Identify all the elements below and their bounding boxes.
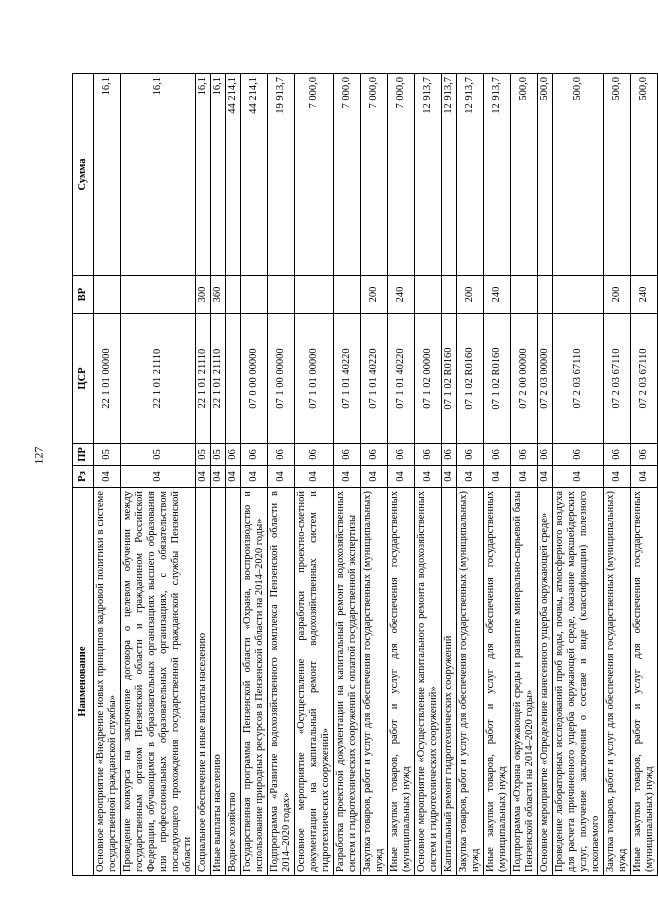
cell-sum: 19 913,7 <box>268 74 295 276</box>
cell-pr: 06 <box>415 444 442 466</box>
cell-sum: 500,0 <box>553 74 604 276</box>
cell-csr: 07 2 03 67110 <box>604 314 631 444</box>
cell-pr: 06 <box>268 444 295 466</box>
cell-vr <box>121 276 196 314</box>
header-name: Наименование <box>73 488 94 876</box>
cell-csr: 07 1 01 40220 <box>334 314 361 444</box>
cell-sum: 16,1 <box>94 74 121 276</box>
cell-csr: 22 1 01 21110 <box>121 314 196 444</box>
cell-vr <box>334 276 361 314</box>
cell-name: Проведение конкурса на заключение договора о целевом обучении между государственным органом Пензенской области и гражданином Российской Федерации, обучающимся в образовательных организациях высшего образования или профессиональных образовательных организациях, с обязательством последующего прохождения государственной гражданской службы Пензенской области <box>121 488 196 876</box>
cell-name: Иные закупки товаров, работ и услуг для обеспечения государственных (муниципальных) нужд <box>484 488 511 876</box>
table-header-row <box>73 74 94 876</box>
cell-pr: 06 <box>553 444 604 466</box>
cell-csr: 22 1 01 21110 <box>196 314 211 444</box>
table-row <box>631 74 658 876</box>
cell-csr: 07 1 02 R0160 <box>442 314 457 444</box>
cell-vr <box>511 276 538 314</box>
table-row <box>415 74 442 876</box>
cell-pr: 06 <box>241 444 268 466</box>
cell-sum: 500,0 <box>538 74 553 276</box>
cell-sum: 7 000,0 <box>334 74 361 276</box>
cell-rz: 04 <box>553 466 604 488</box>
cell-rz: 04 <box>268 466 295 488</box>
cell-vr <box>226 276 241 314</box>
cell-rz: 04 <box>604 466 631 488</box>
header-vr: ВР <box>73 276 94 314</box>
cell-vr: 200 <box>361 276 388 314</box>
cell-sum: 16,1 <box>121 74 196 276</box>
cell-csr: 07 1 01 00000 <box>295 314 334 444</box>
cell-pr: 06 <box>334 444 361 466</box>
cell-pr: 06 <box>604 444 631 466</box>
cell-rz: 04 <box>226 466 241 488</box>
budget-table <box>72 73 658 876</box>
page-number: 127 <box>31 446 46 465</box>
table-row <box>511 74 538 876</box>
cell-name: Подпрограмма «Развитие водохозяйственного комплекса Пензенской области в 2014–2020 годах» <box>268 488 295 876</box>
cell-vr <box>553 276 604 314</box>
table-row <box>295 74 334 876</box>
cell-sum: 12 913,7 <box>457 74 484 276</box>
cell-vr <box>415 276 442 314</box>
cell-csr: 07 1 02 R0160 <box>484 314 511 444</box>
cell-pr: 05 <box>94 444 121 466</box>
cell-vr: 240 <box>484 276 511 314</box>
cell-pr: 06 <box>388 444 415 466</box>
cell-csr: 07 1 01 40220 <box>361 314 388 444</box>
table-row <box>388 74 415 876</box>
cell-rz: 04 <box>121 466 196 488</box>
header-sum: Сумма <box>73 74 94 276</box>
cell-csr: 07 1 02 00000 <box>415 314 442 444</box>
cell-sum: 500,0 <box>511 74 538 276</box>
cell-pr: 06 <box>226 444 241 466</box>
cell-name: Основное мероприятие «Осуществление разработки проектно-сметной документации на капитальный ремонт водохозяйственных систем и гидротехнических сооружений» <box>295 488 334 876</box>
cell-vr <box>241 276 268 314</box>
rotated-table-container <box>72 74 655 876</box>
cell-vr <box>268 276 295 314</box>
cell-pr: 06 <box>538 444 553 466</box>
cell-pr: 05 <box>121 444 196 466</box>
cell-csr: 07 1 00 00000 <box>268 314 295 444</box>
cell-csr: 22 1 01 21110 <box>211 314 226 444</box>
table-row <box>334 74 361 876</box>
cell-rz: 04 <box>511 466 538 488</box>
cell-vr: 360 <box>211 276 226 314</box>
cell-vr: 300 <box>196 276 211 314</box>
cell-rz: 04 <box>457 466 484 488</box>
cell-name: Государственная программа Пензенской области «Охрана, воспроизводство и использование природных ресурсов в Пензенской области на 2014–2020 годы» <box>241 488 268 876</box>
table-row <box>538 74 553 876</box>
cell-vr <box>94 276 121 314</box>
table-row <box>94 74 121 876</box>
cell-csr: 07 1 01 40220 <box>388 314 415 444</box>
cell-rz: 04 <box>415 466 442 488</box>
cell-name: Проведение лабораторных исследований проб воды, почвы, атмосферного воздуха для расчета причиненного ущерба окружающей среде, оказание маркшейдерских услуг, получение заключения о составе и виде (классификации) полезного ископаемого <box>553 488 604 876</box>
cell-pr: 06 <box>484 444 511 466</box>
cell-rz: 04 <box>484 466 511 488</box>
cell-rz: 04 <box>388 466 415 488</box>
cell-rz: 04 <box>631 466 658 488</box>
cell-sum: 44 214,1 <box>226 74 241 276</box>
cell-csr: 07 2 00 00000 <box>511 314 538 444</box>
cell-csr: 07 2 03 67110 <box>631 314 658 444</box>
cell-rz: 04 <box>361 466 388 488</box>
cell-name: Закупка товаров, работ и услуг для обеспечения государственных (муниципальных) нужд <box>604 488 631 876</box>
cell-vr: 240 <box>388 276 415 314</box>
header-pr: ПР <box>73 444 94 466</box>
cell-vr <box>295 276 334 314</box>
cell-csr: 07 0 00 00000 <box>241 314 268 444</box>
cell-pr: 05 <box>211 444 226 466</box>
cell-rz: 04 <box>295 466 334 488</box>
cell-vr: 200 <box>604 276 631 314</box>
cell-rz: 04 <box>211 466 226 488</box>
table-row <box>268 74 295 876</box>
cell-csr: 07 2 03 67110 <box>553 314 604 444</box>
cell-sum: 16,1 <box>196 74 211 276</box>
table-row <box>457 74 484 876</box>
cell-rz: 04 <box>334 466 361 488</box>
cell-name: Иные закупки товаров, работ и услуг для обеспечения государственных (муниципальных) нужд <box>388 488 415 876</box>
cell-sum: 16,1 <box>211 74 226 276</box>
cell-rz: 04 <box>538 466 553 488</box>
cell-rz: 04 <box>241 466 268 488</box>
table-row <box>484 74 511 876</box>
cell-name: Водное хозяйство <box>226 488 241 876</box>
cell-name: Капитальный ремонт гидротехнических сооружений <box>442 488 457 876</box>
table-row <box>604 74 631 876</box>
cell-name: Закупка товаров, работ и услуг для обеспечения государственных (муниципальных) нужд <box>361 488 388 876</box>
cell-vr <box>538 276 553 314</box>
cell-pr: 06 <box>511 444 538 466</box>
cell-vr: 240 <box>631 276 658 314</box>
cell-pr: 06 <box>295 444 334 466</box>
cell-pr: 06 <box>457 444 484 466</box>
cell-rz: 04 <box>442 466 457 488</box>
table-row <box>361 74 388 876</box>
cell-sum: 7 000,0 <box>295 74 334 276</box>
cell-name: Подпрограмма «Охрана окружающей среды и развитие минерально-сырьевой базы Пензенской области на 2014–2020 годы» <box>511 488 538 876</box>
cell-csr: 07 1 02 R0160 <box>457 314 484 444</box>
table-row <box>196 74 211 876</box>
cell-csr <box>226 314 241 444</box>
cell-name: Социальное обеспечение и иные выплаты населению <box>196 488 211 876</box>
cell-sum: 500,0 <box>631 74 658 276</box>
header-rz: Рз <box>73 466 94 488</box>
cell-pr: 05 <box>196 444 211 466</box>
cell-name: Основное мероприятие «Определение нанесенного ущерба окружающей среде» <box>538 488 553 876</box>
table-row <box>226 74 241 876</box>
cell-sum: 7 000,0 <box>388 74 415 276</box>
cell-rz: 04 <box>196 466 211 488</box>
cell-pr: 06 <box>631 444 658 466</box>
cell-vr <box>442 276 457 314</box>
header-csr: ЦСР <box>73 314 94 444</box>
cell-sum: 12 913,7 <box>442 74 457 276</box>
table-row <box>553 74 604 876</box>
cell-sum: 12 913,7 <box>484 74 511 276</box>
cell-csr: 22 1 01 00000 <box>94 314 121 444</box>
cell-sum: 7 000,0 <box>361 74 388 276</box>
cell-sum: 500,0 <box>604 74 631 276</box>
table-row <box>241 74 268 876</box>
cell-vr: 200 <box>457 276 484 314</box>
cell-name: Иные закупки товаров, работ и услуг для обеспечения государственных (муниципальных) нужд <box>631 488 658 876</box>
cell-name: Основное мероприятие «Внедрение новых принципов кадровой политики в системе государственной гражданской службы» <box>94 488 121 876</box>
cell-pr: 06 <box>361 444 388 466</box>
cell-sum: 44 214,1 <box>241 74 268 276</box>
table-row <box>211 74 226 876</box>
cell-pr: 06 <box>442 444 457 466</box>
table-row <box>121 74 196 876</box>
cell-name: Иные выплаты населению <box>211 488 226 876</box>
cell-name: Закупка товаров, работ и услуг для обеспечения государственных (муниципальных) нужд <box>457 488 484 876</box>
cell-sum: 12 913,7 <box>415 74 442 276</box>
cell-rz: 04 <box>94 466 121 488</box>
cell-name: Разработка проектной документации на капитальный ремонт водохозяйственных систем и гидротехнических сооружений с оплатой государственной экспертизы <box>334 488 361 876</box>
table-body <box>94 74 658 876</box>
cell-name: Основное мероприятие «Осуществление капитального ремонта водохозяйственных систем и гидротехнических сооружений» <box>415 488 442 876</box>
table-row <box>442 74 457 876</box>
cell-csr: 07 2 03 00000 <box>538 314 553 444</box>
